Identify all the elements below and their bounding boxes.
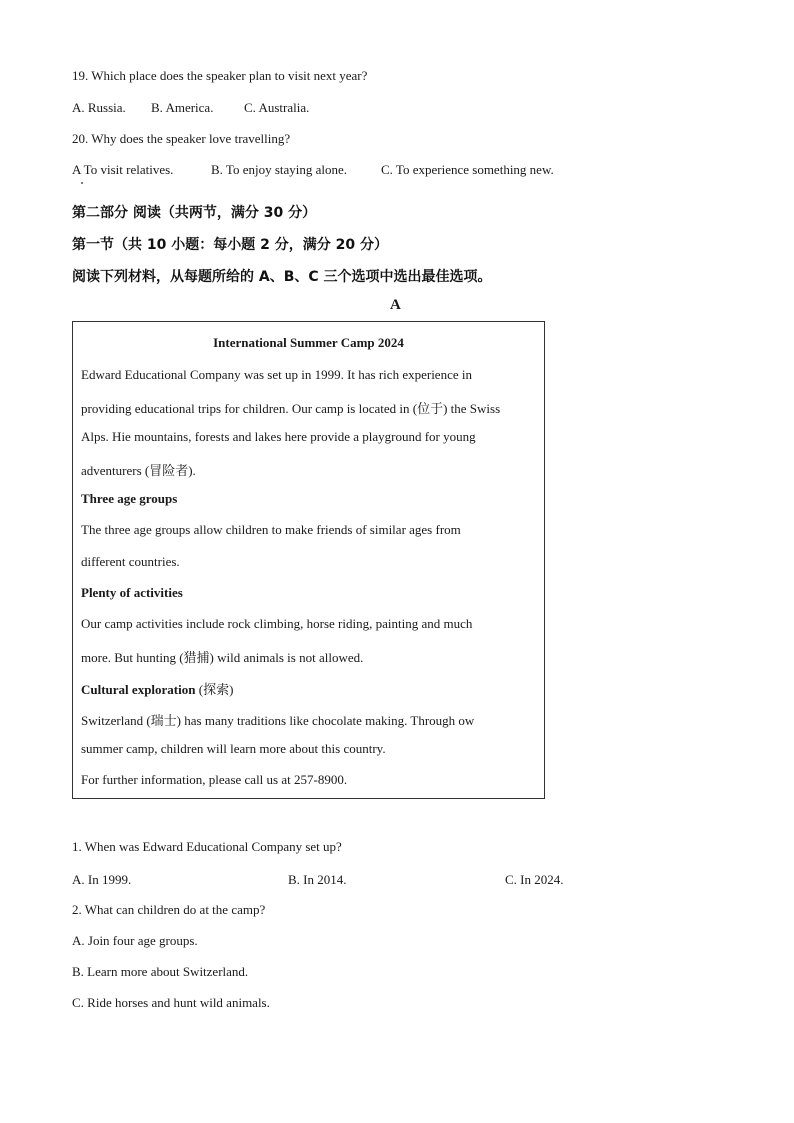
passage-line: Our camp activities include rock climbing, horse riding, painting and much <box>81 616 473 631</box>
q2-option-c: C. Ride horses and hunt wild animals. <box>72 995 270 1010</box>
question-1: 1. When was Edward Educational Company set up? <box>72 839 342 854</box>
passage-line: more. But hunting (猎捕) wild animals is not allowed. <box>81 650 364 665</box>
passage-line: adventurers (冒险者). <box>81 463 196 478</box>
subheading-age-groups: Three age groups <box>81 491 178 506</box>
passage-line: Edward Educational Company was set up in 1999. It has rich experience in <box>81 367 472 382</box>
passage-box <box>72 321 545 799</box>
q20-option-a: A To visit relatives. <box>72 162 174 177</box>
q19-option-c: C. Australia. <box>244 100 310 115</box>
instruction: 阅读下列材料，从每题所给的 A、B、C 三个选项中选出最佳选项。 <box>72 269 492 285</box>
q19-option-a: A. Russia. <box>72 100 126 115</box>
passage-line: providing educational trips for children. Our camp is located in (位于) the Swiss <box>81 401 501 416</box>
passage-line: Switzerland (瑞士) has many traditions like chocolate making. Through ow <box>81 713 475 728</box>
question-20: 20. Why does the speaker love travelling? <box>72 131 291 146</box>
q1-option-c: C. In 2024. <box>505 872 564 887</box>
subheading-cultural <box>81 679 233 698</box>
passage-line: summer camp, children will learn more about this country. <box>81 741 386 756</box>
subsection-title: 第一节（共 10 小题：每小题 2 分，满分 20 分） <box>72 237 388 253</box>
q2-option-a: A. Join four age groups. <box>72 933 198 948</box>
q19-option-b: B. America. <box>151 100 214 115</box>
passage-line: Alps. Hie mountains, forests and lakes here provide a playground for young <box>81 429 476 444</box>
passage-label: A <box>390 297 401 313</box>
subheading-cultural-gloss: (探索) <box>195 682 234 697</box>
passage-title: International Summer Camp 2024 <box>213 335 404 350</box>
q1-option-a: A. In 1999. <box>72 872 132 887</box>
q2-option-b: B. Learn more about Switzerland. <box>72 964 249 979</box>
q20-option-c: C. To experience something new. <box>381 162 554 177</box>
passage-line: different countries. <box>81 554 180 569</box>
part-title: 第二部分 阅读（共两节，满分 30 分） <box>72 205 317 221</box>
subheading-activities: Plenty of activities <box>81 585 183 600</box>
passage-line: The three age groups allow children to make friends of similar ages from <box>81 522 461 537</box>
passage-contact: For further information, please call us at 257-8900. <box>81 772 348 787</box>
question-19: 19. Which place does the speaker plan to visit next year? <box>72 68 368 83</box>
subheading-cultural-text: Cultural exploration <box>81 682 196 697</box>
q20-option-b: B. To enjoy staying alone. <box>211 162 348 177</box>
question-2: 2. What can children do at the camp? <box>72 902 266 917</box>
stray-dot <box>81 182 83 184</box>
q1-option-b: B. In 2014. <box>288 872 347 887</box>
